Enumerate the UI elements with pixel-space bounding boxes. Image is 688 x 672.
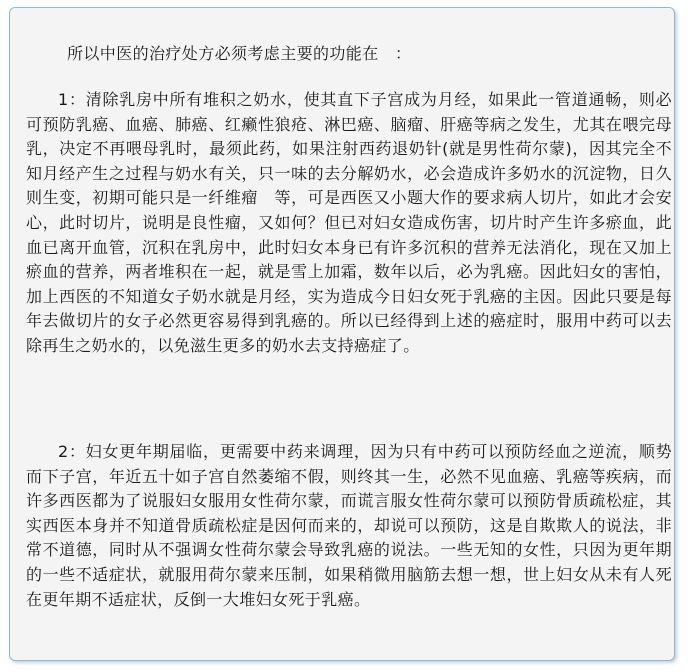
paragraph-1 <box>26 88 672 359</box>
intro-text: 所以中医的治疗处方必须考虑主要的功能在 ： <box>67 44 412 63</box>
paragraph-1-text: 1：清除乳房中所有堆积之奶水，使其直下子宫成为月经，如果此一管道通畅，则必可预防乳癌、血癌、肺癌、红癞性狼疮、淋巴癌、脑瘤、肝癌等病之发生，尤其在喂完母乳，决定不再喂母乳时，最须此药，如果注射西药退奶针(就是男性荷尔蒙)，因其完全不知月经产生之过程与奶水有关，只一味的去分解奶水，必会造成许多奶水的沉淀物，日久则生变，初期可能只是一纤维瘤 等，可是西医又小题大作的要求病人切片，如此才会安心，此时切片，说明是良性瘤，又如何？但已对妇女造成伤害，切片时产生许多瘀血，此血已离开血管，沉积在乳房中，此时妇女本身已有许多沉积的营养无法消化，现在又加上瘀血的营养，两者堆积在一起，就是雪上加霜，数年以后，必为乳癌。因此妇女的害怕，加上西医的不知道女子奶水就是月经，实为造成今日妇女死于乳癌的主因。因此只要是每年去做切片的女子必然更容易得到乳癌的。所以已经得到上述的癌症时，服用中药可以去除再生之奶水的，以免滋生更多的奶水去支持癌症了。 <box>26 90 672 355</box>
paragraph-2 <box>26 440 672 612</box>
paragraph-2-text: 2：妇女更年期届临，更需要中药来调理，因为只有中药可以预防经血之逆流，顺势而下子宫，年近五十如子宫自然萎缩不假，则终其一生，必然不见血癌、乳癌等疾病，而许多西医都为了说服妇女服用女性荷尔蒙，而谎言服女性荷尔蒙可以预防骨质疏松症，其实西医本身并不知道骨质疏松症是因何而来的，却说可以预防，这是自欺欺人的说法，非常不道德，同时从不强调女性荷尔蒙会导致乳癌的说法。一些无知的女性，只因为更年期的一些不适症状，就服用荷尔蒙来压制，如果稍微用脑筋去想一想，世上妇女从未有人死在更年期不适症状，反倒一大堆妇女死于乳癌。 <box>26 442 672 609</box>
content-panel <box>9 7 675 661</box>
